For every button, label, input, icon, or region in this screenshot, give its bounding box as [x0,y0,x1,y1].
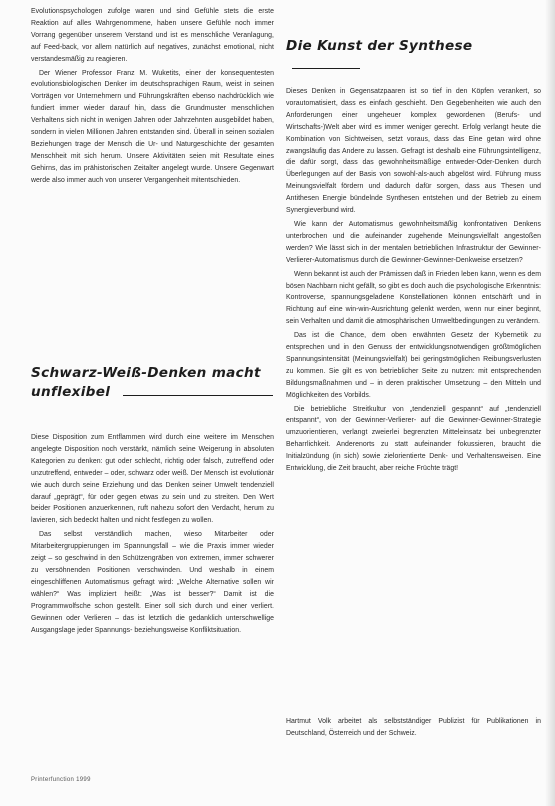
page-edge-shadow [545,0,555,806]
heading-line-2: unflexibel [31,384,111,400]
heading-synthese-text: Die Kunst der Synthese [286,38,473,54]
author-bio-block [286,716,541,740]
heading-rule-right [292,68,360,69]
body-paragraph-1: Diese Disposition zum Entflammen wird durch eine weitere im Menschen angelegte Disposition noch verstärkt, nämlich seine Weigerung in absoluten Kategorien zu denken: gut oder schlecht, richtig oder falsch, zutreffend oder unzutreffend, entweder – oder, schwarz oder weiß. Der Mensch ist evolutionär wie auch durch seine Erziehung und das Denken seiner Umwelt tendenziell darauf „geprägt“, für oder gegen etwas zu sein und zu streiten. Den Wert beider Positionen anzuerkennen, ruft nahezu sofort den Verdacht, herum zu lavieren, sich bedeckt halten und nicht festlegen zu wollen. [31,434,274,525]
left-heading-block [31,364,274,402]
heading-line-1: Schwarz-Weiß-Denken macht [31,365,261,381]
intro-paragraph-2: Der Wiener Professor Franz M. Wuketits, einer der konsequentesten evolutionsbiologischen Denker im deutschsprachigen Raum, weist in seinen Vorträgen vor Unternehmern und Führungskräften ebenso nachdrücklich wie fundiert immer wieder darauf hin, dass die Grundmuster menschlichen Verhaltens sich nicht in wenigen Jahren oder Jahrzehnten ausgebildet haben, sondern in vielen Millionen Jahren entstanden sind. Überall in seinen sozialen Beziehungen trage der Mensch die Ur- und Naturgeschichte der gesamten Menschheit mit sich herum. Unsere Aktivitäten seien mit Resultate eines Gehirns, das im prähistorischen Zeitalter angelegt wurde. Unsere Gegenwart werde also immer auch von unserer Vergangenheit mitentschieden. [31,69,274,184]
right-paragraph-4: Das ist die Chance, dem oben erwähnten Gesetz der Kybernetik zu entsprechen und in den Genuss der entwicklungsnotwendigen größtmöglichen Spannungsintensität (Meinungsvielfalt) bei geringstmöglichen Reibungsverlusten zu kommen. Sie gilt es von betrieblicher Seite zu nutzen: mit entsprechenden Bildungsmaßnahmen und – in deren praktischer Umsetzung – den Mitteln und Möglichkeiten des Vorbilds. [286,332,541,399]
section-heading-schwarz-weiss [31,364,274,402]
right-column-body [286,86,541,475]
right-paragraph-1: Dieses Denken in Gegensatzpaaren ist so tief in den Köpfen verankert, so vorautomatisiert, dass es einfach geschieht. Den Gegebenheiten wie auch den Anforderungen einer ungeheuer komplex gewordenen (Berufs- und Wirtschafts-)Welt aber wird es immer weniger gerecht. Erfolg verlangt heute die Kombination von Sichtweisen, setzt voraus, dass das Eine getan wird ohne zwangsläufig das Andere zu lassen. Gefragt ist deshalb eine Führungsintelligenz, die dafür sorgt, dass das gewohnheitsmäßige entweder-Oder-Denken durch Überlegungen auf der Basis von sowohl-als-auch abgelöst wird. Führung muss Meinungsvielfalt fördern und dadurch dafür sorgen, dass aus Thesen und Antithesen Energie bündelnde Synthesen entstehen und der Betrieb zu einem Synergieverbund wird. [286,88,541,215]
right-paragraph-3: Wenn bekannt ist auch der Prämissen daß in Frieden leben kann, wenn es dem bösen Nachbarn nicht gefällt, so gibt es doch auch die psychologische Erkenntnis: Kontroverse, spannungsgeladene Konstellationen können entschärft und in Richtung auf eine win-win-Ausrichtung gelenkt werden, wenn nur einer beginnt, sein Verhalten und damit die atmosphärischen Umweltbedingungen zu verändern. [286,270,541,326]
author-bio: Hartmut Volk arbeitet als selbstständiger Publizist für Publikationen in Deutschland, Österreich und der Schweiz. [286,718,541,737]
page-footer: Printerfunction 1999 [31,777,91,783]
right-paragraph-5: Die betriebliche Streitkultur von „tendenziell gespannt“ auf „tendenziell entspannt“, von der Gewinner-Verlierer- auf die Gewinner-Gewinner-Strategie umzuorientieren, verlangt zweierlei begrenzten Mitteleinsatz bei unbegrenzter Beharrlichkeit. Anderenorts zu statt aufeinander fokussieren, braucht die Initialzündung (in sich) sowie zielorientierte Denk- und Verhaltensweisen. Eine Entwicklung, die Zeit braucht, aber reiche Früchte trägt! [286,405,541,473]
right-heading-block [286,37,541,75]
section-heading-synthese [286,37,541,75]
left-column-body [31,432,274,636]
left-column [31,6,274,187]
heading-line-2-wrap [31,383,274,402]
intro-paragraph-1: Evolutionspsychologen zufolge waren und sind Gefühle stets die erste Reaktion auf alles Wahrgenommene, haben unsere Gefühle noch immer Vorrang gegenüber unserem Verstand und ist es menschliche Veranlagung, auf Feed-back, vor allem natürlich auf negatives, zunächst emotional, nicht verstandesmäßig zu reagieren. [31,8,274,63]
right-paragraph-2: Wie kann der Automatismus gewohnheitsmäßig konfrontativen Denkens unterbrochen und die aufeinander zugehende Meinungsvielfalt angestoßen werden? Wie lässt sich in der mentalen betrieblichen Infrastruktur der Gewinner-Verlierer-Automatismus durch die Gewinner-Gewinner-Denkweise ersetzen? [286,220,541,264]
body-paragraph-2: Das selbst verständlich machen, wieso Mitarbeiter oder Mitarbeitergruppierungen im Spannungsfall – wie die Praxis immer wieder zeigt – so geschwind in den Schützengräben von extremen, immer schwerer zu versöhnenden Positionen verschwinden. Und weshalb in einem eingeschliffenen Automatismus gefragt wird: „Welche Alternative sollen wir wählen?“ Was impliziert heißt: „Was ist besser?“ Damit ist die Programmwolfsche schon gestellt. Einer soll sich durch und einer verliert. Gewinnen oder Verlieren – das ist letztlich die gedanklich unterschwellige Ausgangslage jeder Spannungs- beziehungsweise Konfliktsituation. [31,531,274,634]
heading-rule [123,395,273,396]
